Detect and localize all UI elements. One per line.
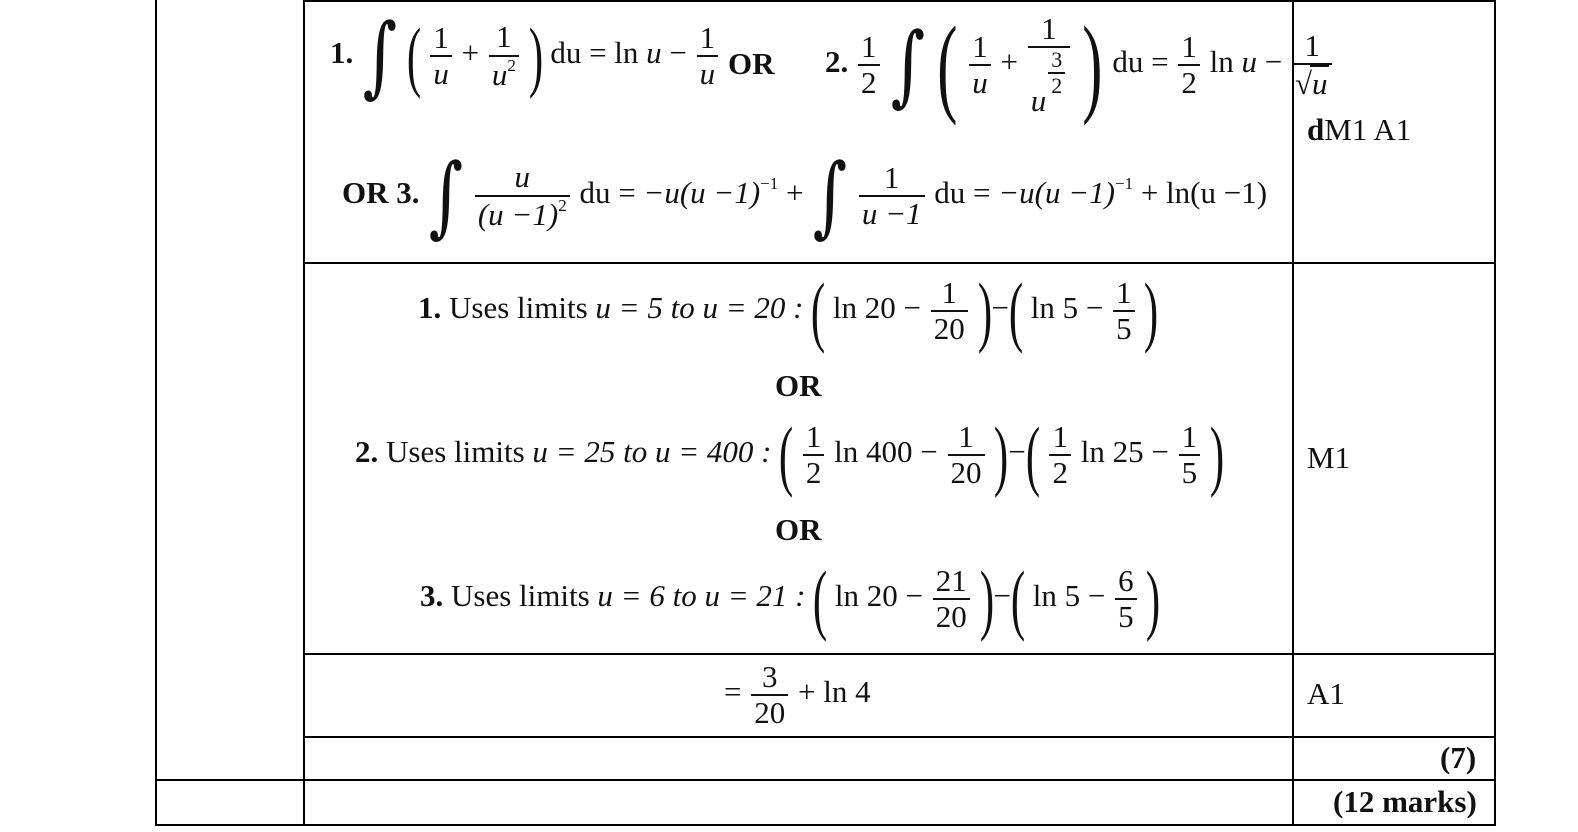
ln-term: + ln(u −1) (1140, 175, 1268, 211)
subtotal-marks: (7) (1440, 740, 1477, 775)
mark-a1: A1 (1307, 676, 1345, 711)
limits-method-1: 1. Uses limits u = 5 to u = 20 : ( ln 20 − $\frac{1}{20}$ )−( ln 5 − $\frac{1}{5}$ ) (418, 267, 1159, 354)
uses-limits-text: Uses limits (451, 578, 590, 614)
row-divider-1 (303, 262, 1496, 264)
uses-limits-text: Uses limits (449, 290, 588, 326)
table-border-col3 (1292, 0, 1294, 826)
limits-method-3: 3. Uses limits u = 6 to u = 21 : ( ln 20 − $\frac{21}{20}$ )−( ln 5 − $\frac{6}{5}$ ) (420, 555, 1161, 642)
row-divider-2 (303, 653, 1496, 655)
table-border-right (1494, 0, 1496, 826)
fraction: $\frac{1}{u}$ (697, 21, 719, 91)
integral-sign: ∫ (428, 144, 464, 247)
fraction: $\frac{u}{(u -1)^2}$ (475, 160, 570, 231)
equals-sign: = (724, 674, 742, 710)
mark-m1: M1 (1307, 440, 1351, 475)
open-paren: ( (937, 4, 958, 126)
integral-sign: ∫ (362, 4, 398, 107)
row-divider-3 (303, 736, 1496, 738)
equals-sign: = (1151, 44, 1169, 80)
integral-sign: ∫ (890, 13, 926, 116)
variable-u: u (1241, 44, 1257, 80)
fraction: $\frac{3}{20}$ (751, 660, 788, 730)
uses-limits-text: Uses limits (386, 434, 525, 470)
close-paren: ) (1144, 267, 1159, 354)
equals-sign: = (589, 35, 607, 71)
close-paren: ) (1082, 4, 1103, 126)
fraction: $\frac{1}{√u}$ (1292, 29, 1333, 101)
term: −u(u −1) (643, 175, 761, 211)
mark-dm1-a1: dM1 A1 (1307, 112, 1412, 147)
or-label: OR (728, 46, 775, 81)
open-paren: ( (1008, 267, 1024, 354)
final-answer (724, 660, 871, 730)
term: −u(u −1) (998, 175, 1115, 211)
fraction: $\frac{1}{u}$ (969, 30, 991, 100)
fraction: $\frac{1}{u}$ (430, 21, 452, 91)
close-paren: ) (977, 267, 992, 354)
limits-condition: u = 25 to u = 400 : (532, 434, 772, 470)
method-label: OR 3. (342, 175, 420, 211)
limits-method-2: 2. Uses limits u = 25 to u = 400 : ( $\frac{1}{2}$ ln 400 − $\frac{1}{20}$ )−( $\frac{1}{2}$ ln 25 − $\frac{1}{5}$ ) (355, 411, 1224, 498)
method-number: 2. (355, 434, 379, 470)
plus-sign: + (786, 175, 804, 211)
fraction: $\frac{1}{2}$ (1178, 30, 1200, 100)
or-label: OR (775, 368, 822, 403)
ln-text: ln (614, 35, 639, 71)
integral-method-1 (330, 4, 720, 107)
fraction: $\frac{1}{u^2}$ (489, 20, 519, 91)
fraction: $\frac{1}{2}$ (858, 30, 880, 100)
ln-text: ln (1209, 44, 1234, 80)
table-border-top (303, 0, 1496, 2)
ln-term: + ln 4 (797, 674, 871, 710)
table-border-left (155, 0, 157, 826)
or-label: OR (775, 512, 822, 547)
du-text: du (550, 35, 582, 71)
limits-condition: u = 6 to u = 21 : (597, 578, 806, 614)
integral-method-3 (342, 144, 1268, 247)
close-paren: ) (528, 12, 543, 99)
du-text: du (1112, 44, 1144, 80)
open-paren: ( (406, 12, 421, 99)
fraction: $\frac{1}{u -1}$ (859, 161, 925, 231)
variable-u: u (646, 35, 662, 71)
method-number: 1. (418, 290, 442, 326)
open-paren: ( (811, 267, 826, 354)
row-divider-4 (155, 779, 1496, 781)
table-border-col2 (303, 0, 305, 826)
exponent: −1 (760, 174, 779, 194)
table-border-bottom (155, 824, 1496, 826)
method-number: 3. (420, 578, 444, 614)
minus-sign: − (1264, 44, 1283, 80)
du-text: du (579, 175, 611, 211)
integral-sign: ∫ (812, 144, 848, 247)
method-number: 2. (825, 44, 849, 80)
equals-sign: = (973, 175, 991, 211)
integral-method-2 (825, 4, 1334, 126)
plus-sign: + (1000, 44, 1018, 80)
total-marks: (12 marks) (1333, 784, 1477, 819)
du-text: du (934, 175, 966, 211)
minus-sign: − (669, 35, 687, 71)
method-number: 1. (330, 35, 354, 71)
exponent: −1 (1114, 174, 1134, 194)
equals-sign: = (618, 175, 636, 211)
fraction: 1 u $\frac{3}{2}$ (1028, 12, 1071, 118)
plus-sign: + (461, 35, 480, 71)
limits-condition: u = 5 to u = 20 : (595, 290, 804, 326)
